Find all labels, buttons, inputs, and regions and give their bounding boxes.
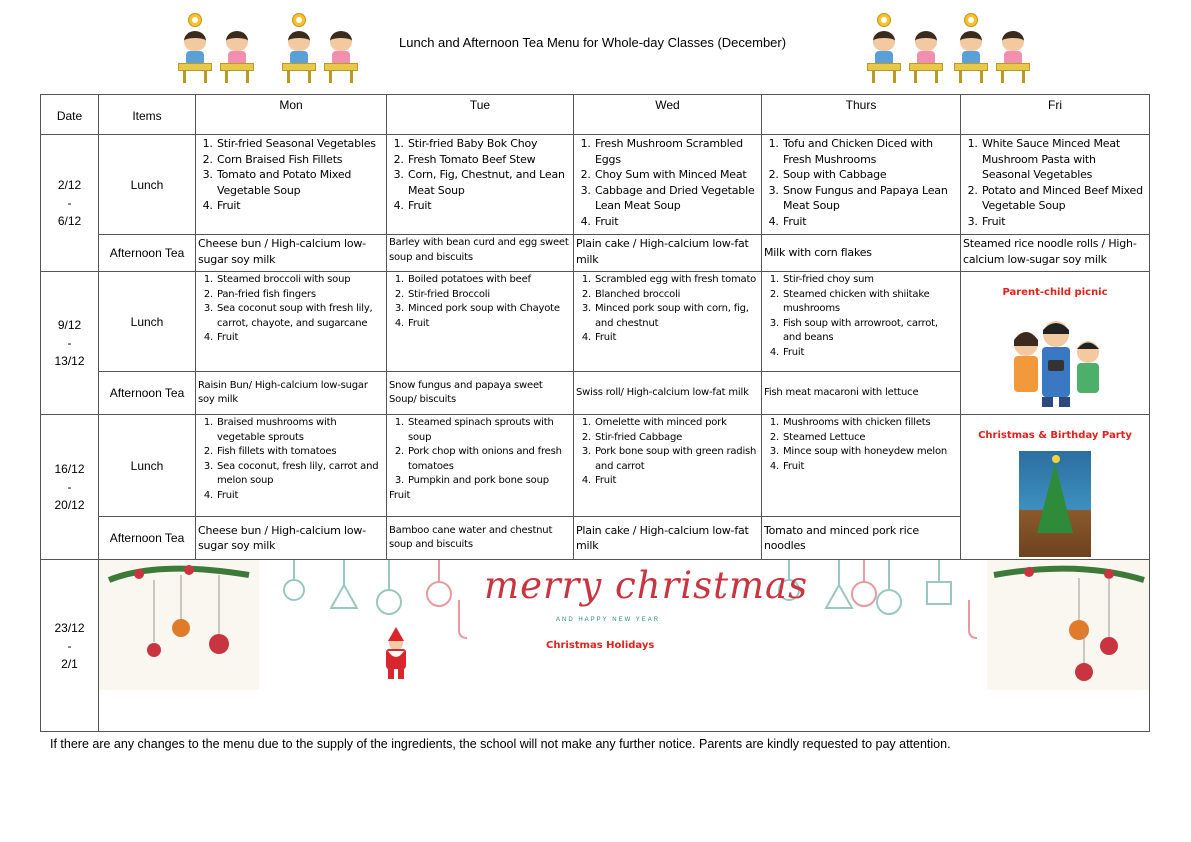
header-tue: Tue: [387, 95, 574, 135]
menu-dish-item: 2. Choy Sum with Minced Meat: [594, 167, 759, 183]
header-items: Items: [99, 95, 196, 135]
menu-dish-item: 4. Fruit: [782, 460, 958, 475]
menu-dish-item: 2. Fresh Tomato Beef Stew: [407, 152, 571, 168]
menu-dish-item: 1. White Sauce Minced Meat Mushroom Pasta with Seasonal Vegetables: [981, 136, 1147, 183]
week3-date: 16/12 - 20/12: [41, 415, 99, 560]
menu-dish-item: 3. Minced pork soup with corn, fig, and chestnut: [594, 302, 759, 331]
girl-icon: [996, 13, 1030, 83]
kids-illustration-right: [867, 13, 943, 83]
menu-dish-item: 1. Tofu and Chicken Diced with Fresh Mushrooms: [782, 136, 958, 167]
w1-tue-lunch: [387, 135, 574, 235]
menu-dish-item: 3. Pumpkin and pork bone soup: [407, 474, 571, 489]
menu-dish-item: 3. Cabbage and Dried Vegetable Lean Meat Soup: [594, 183, 759, 214]
menu-dish-item: 3. Tomato and Potato Mixed Vegetable Soup: [216, 167, 384, 198]
menu-dish-item: 4. Fruit: [407, 198, 571, 214]
menu-table: [40, 94, 1150, 732]
menu-dish-item: 2. Soup with Cabbage: [782, 167, 958, 183]
menu-dish-item: 4. Fruit: [594, 474, 759, 489]
kids-illustration-left: [178, 13, 254, 83]
w3-fri-event: [961, 415, 1150, 560]
menu-dish-item: 3. Minced pork soup with Chayote: [407, 302, 571, 317]
menu-dish-item: 1. Boiled potatoes with beef: [407, 273, 571, 288]
w3-tue-tea: Bamboo cane water and chestnut soup and biscuits: [387, 517, 574, 560]
w3-mon-tea: Cheese bun / High-calcium low-sugar soy milk: [196, 517, 387, 560]
week2-lunch-row: [41, 272, 1150, 372]
menu-dish-item: 1. Braised mushrooms with vegetable sprouts: [216, 416, 384, 445]
w2-wed-tea: Swiss roll/ High-calcium low-fat milk: [574, 372, 762, 415]
menu-dish-item: 1. Fresh Mushroom Scrambled Eggs: [594, 136, 759, 167]
w1-thurs-tea: Milk with corn flakes: [762, 235, 961, 272]
header-wed: Wed: [574, 95, 762, 135]
family-picnic-icon: [1000, 316, 1110, 408]
menu-dish-item: 2. Potato and Minced Beef Mixed Vegetable Soup: [981, 183, 1147, 214]
header-mon: Mon: [196, 95, 387, 135]
footer-note: If there are any changes to the menu due to the supply of the ingredients, the school will not make any further notice. Parents are kindly requested to pay attention.: [50, 737, 951, 751]
w1-wed-tea: Plain cake / High-calcium low-fat milk: [574, 235, 762, 272]
week1-date: 2/12 - 6/12: [41, 135, 99, 272]
boy-icon: [954, 13, 988, 83]
header-date: Date: [41, 95, 99, 135]
menu-dish-item: 2. Stir-fried Cabbage: [594, 431, 759, 446]
boy-icon: [178, 13, 212, 83]
christmas-banner: [99, 560, 1149, 730]
menu-dish-item: 3. Snow Fungus and Papaya Lean Meat Soup: [782, 183, 958, 214]
menu-dish-item: 3. Fruit: [981, 214, 1147, 230]
w1-mon-tea: Cheese bun / High-calcium low-sugar soy milk: [196, 235, 387, 272]
w3-wed-lunch: [574, 415, 762, 517]
week1-lunch-row: [41, 135, 1150, 235]
menu-dish-item: 1. Steamed broccoli with soup: [216, 273, 384, 288]
tea-label: Afternoon Tea: [99, 372, 196, 415]
kids-illustration-left-2: [282, 13, 358, 83]
page-title: Lunch and Afternoon Tea Menu for Whole-day Classes (December): [399, 35, 787, 50]
header-row: [41, 95, 1150, 135]
menu-dish-item: 1. Omelette with minced pork: [594, 416, 759, 431]
lunch-label: Lunch: [99, 415, 196, 517]
menu-dish-item: 4. Fruit: [407, 317, 571, 332]
party-label: Christmas & Birthday Party: [978, 430, 1132, 441]
menu-dish-item: 4. Fruit: [594, 331, 759, 346]
menu-dish-item: 3. Sea coconut, fresh lily, carrot and melon soup: [216, 460, 384, 489]
lunch-label: Lunch: [99, 135, 196, 235]
tea-label: Afternoon Tea: [99, 517, 196, 560]
menu-dish-item: 1. Stir-fried Baby Bok Choy: [407, 136, 571, 152]
w2-tue-tea: Snow fungus and papaya sweet Soup/ biscuits: [387, 372, 574, 415]
menu-dish-item: 4. Fruit: [216, 489, 384, 504]
header-thurs: Thurs: [762, 95, 961, 135]
w2-thurs-tea: Fish meat macaroni with lettuce: [762, 372, 961, 415]
menu-dish-item: 4. Fruit: [594, 214, 759, 230]
kids-illustration-right-2: [954, 13, 1030, 83]
holiday-banner-cell: [99, 560, 1150, 732]
w2-wed-lunch: [574, 272, 762, 372]
lunch-label: Lunch: [99, 272, 196, 372]
menu-dish-item: 2. Blanched broccoli: [594, 288, 759, 303]
w3-thurs-tea: Tomato and minced pork rice noodles: [762, 517, 961, 560]
menu-dish-item: 3. Corn, Fig, Chestnut, and Lean Meat Soup: [407, 167, 571, 198]
menu-dish-item: 4. Fruit: [782, 346, 958, 361]
menu-dish-item: 1. Stir-fried Seasonal Vegetables: [216, 136, 384, 152]
girl-icon: [909, 13, 943, 83]
w2-thurs-lunch: [762, 272, 961, 372]
menu-dish-item: 2. Pork chop with onions and fresh tomatoes: [407, 445, 571, 474]
holiday-row: [41, 560, 1150, 732]
boy-icon: [867, 13, 901, 83]
w3-wed-tea: Plain cake / High-calcium low-fat milk: [574, 517, 762, 560]
menu-dish-item: 1. Mushrooms with chicken fillets: [782, 416, 958, 431]
holiday-date: 23/12 - 2/1: [41, 560, 99, 732]
christmas-tree-icon: [1019, 451, 1091, 557]
happy-new-year-text: AND HAPPY NEW YEAR: [556, 617, 661, 623]
week3-lunch-row: [41, 415, 1150, 517]
w3-mon-lunch: [196, 415, 387, 517]
menu-dish-item: 4. Fruit: [216, 331, 384, 346]
menu-dish-item: 3. Mince soup with honeydew melon: [782, 445, 958, 460]
week1-tea-row: [41, 235, 1150, 272]
w1-mon-lunch: [196, 135, 387, 235]
menu-dish-item: 2. Corn Braised Fish Fillets: [216, 152, 384, 168]
boy-icon: [282, 13, 316, 83]
merry-christmas-banner: merry christmas: [484, 564, 809, 607]
w1-tue-tea: Barley with bean curd and egg sweet soup and biscuits: [387, 235, 574, 272]
picnic-label: Parent-child picnic: [1002, 287, 1108, 298]
w1-wed-lunch: [574, 135, 762, 235]
menu-dish-item: 3. Sea coconut soup with fresh lily, carrot, chayote, and sugarcane: [216, 302, 384, 331]
menu-dish-item: 2. Pan-fried fish fingers: [216, 288, 384, 303]
tea-label: Afternoon Tea: [99, 235, 196, 272]
w1-thurs-lunch: [762, 135, 961, 235]
w2-mon-tea: Raisin Bun/ High-calcium low-sugar soy milk: [196, 372, 387, 415]
menu-dish-item: 1. Steamed spinach sprouts with soup: [407, 416, 571, 445]
girl-icon: [220, 13, 254, 83]
header-fri: Fri: [961, 95, 1150, 135]
menu-dish-item: 4. Fruit: [782, 214, 958, 230]
menu-dish-item: 4. Fruit: [216, 198, 384, 214]
w1-fri-lunch: [961, 135, 1150, 235]
w2-mon-lunch: [196, 272, 387, 372]
menu-dish-item: 2. Steamed Lettuce: [782, 431, 958, 446]
w1-fri-tea: Steamed rice noodle rolls / High-calcium low-sugar soy milk: [961, 235, 1150, 272]
menu-dish-item: 3. Fish soup with arrowroot, carrot, and beans: [782, 317, 958, 346]
w2-fri-event: [961, 272, 1150, 415]
menu-dish-item: 2. Steamed chicken with shiitake mushrooms: [782, 288, 958, 317]
girl-icon: [324, 13, 358, 83]
menu-dish-item: 3. Pork bone soup with green radish and carrot: [594, 445, 759, 474]
w2-tue-lunch: [387, 272, 574, 372]
menu-dish-item: 2. Stir-fried Broccoli: [407, 288, 571, 303]
w3-tue-lunch: 1. Steamed spinach sprouts with soup 2. Pork chop with onions and fresh tomatoes 3. Pumpkin and pork bone soup Fruit: [387, 415, 574, 517]
w3-thurs-lunch: [762, 415, 961, 517]
menu-dish-item: 2. Fish fillets with tomatoes: [216, 445, 384, 460]
menu-dish-item: 1. Scrambled egg with fresh tomato: [594, 273, 759, 288]
menu-dish-item: 1. Stir-fried choy sum: [782, 273, 958, 288]
christmas-holidays-label: Christmas Holidays: [546, 640, 655, 651]
week2-date: 9/12 - 13/12: [41, 272, 99, 415]
